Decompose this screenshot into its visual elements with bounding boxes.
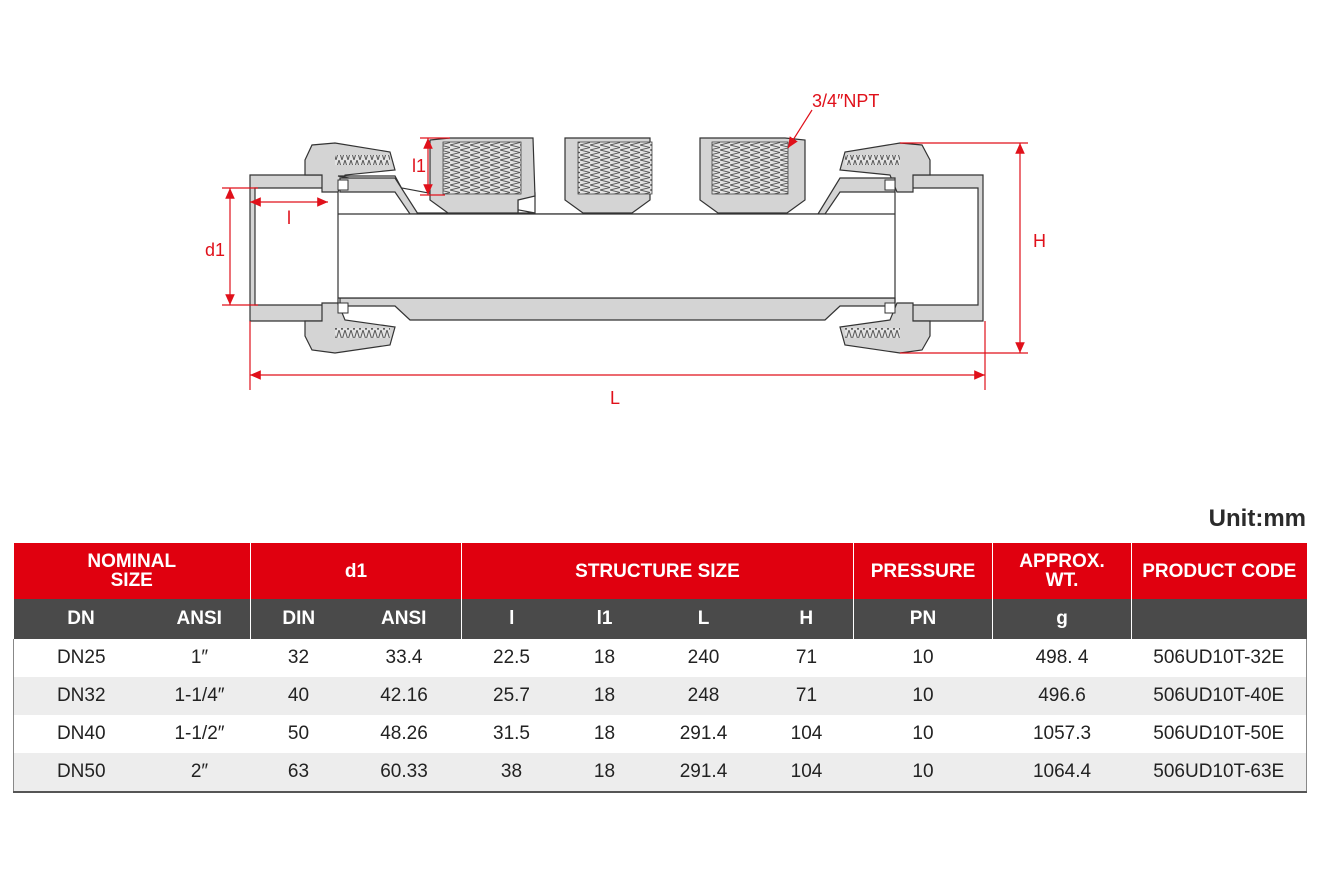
cell-H: 104 [760, 715, 854, 753]
spec-table [13, 543, 1307, 793]
cell-l1: 18 [562, 677, 648, 715]
subheader-pn: PN [854, 599, 993, 639]
cell-l: 31.5 [462, 715, 562, 753]
cell-l1: 18 [562, 753, 648, 792]
subheader-l1: l1 [562, 599, 648, 639]
cell-product-code: 506UD10T-50E [1132, 715, 1307, 753]
cell-product-code: 506UD10T-40E [1132, 677, 1307, 715]
header-structure-size: STRUCTURE SIZE [462, 543, 854, 599]
cell-pn: 10 [854, 639, 993, 677]
subheader-din: DIN [251, 599, 347, 639]
table-row [14, 639, 1307, 677]
cell-weight: 496.6 [993, 677, 1132, 715]
cell-weight: 498. 4 [993, 639, 1132, 677]
cell-L: 248 [648, 677, 760, 715]
cell-pn: 10 [854, 677, 993, 715]
cell-H: 71 [760, 677, 854, 715]
cell-d1-ansi: 60.33 [347, 753, 462, 792]
cell-pn: 10 [854, 753, 993, 792]
cell-H: 104 [760, 753, 854, 792]
cell-din: 40 [251, 677, 347, 715]
subheader-code [1132, 599, 1307, 639]
cell-L: 240 [648, 639, 760, 677]
cell-L: 291.4 [648, 753, 760, 792]
cell-l: 38 [462, 753, 562, 792]
cell-dn: DN25 [14, 639, 149, 677]
subheader-dn: DN [14, 599, 149, 639]
header-nominal-size: NOMINAL SIZE [14, 543, 251, 599]
cell-product-code: 506UD10T-63E [1132, 753, 1307, 792]
header-d1: d1 [251, 543, 462, 599]
cell-product-code: 506UD10T-32E [1132, 639, 1307, 677]
cell-l1: 18 [562, 639, 648, 677]
subheader-L: L [648, 599, 760, 639]
cell-ansi: 1-1/4″ [149, 677, 251, 715]
subheader-ansi: ANSI [149, 599, 251, 639]
subheader-g: g [993, 599, 1132, 639]
cell-weight: 1057.3 [993, 715, 1132, 753]
cell-din: 32 [251, 639, 347, 677]
cell-l1: 18 [562, 715, 648, 753]
cell-pn: 10 [854, 715, 993, 753]
l1-label: l1 [412, 156, 427, 176]
subheader-d1-ansi: ANSI [347, 599, 462, 639]
cell-dn: DN40 [14, 715, 149, 753]
table-row [14, 753, 1307, 792]
subheader-H: H [760, 599, 854, 639]
cell-l: 22.5 [462, 639, 562, 677]
L-label: L [610, 388, 621, 408]
cell-l: 25.7 [462, 677, 562, 715]
header-approx-wt: APPROX. WT. [993, 543, 1132, 599]
cell-dn: DN32 [14, 677, 149, 715]
unit-label: Unit:mm [1208, 505, 1306, 532]
cell-d1-ansi: 48.26 [347, 715, 462, 753]
cell-din: 63 [251, 753, 347, 792]
cell-L: 291.4 [648, 715, 760, 753]
table-row [14, 715, 1307, 753]
cell-din: 50 [251, 715, 347, 753]
cell-weight: 1064.4 [993, 753, 1132, 792]
subheader-l: l [462, 599, 562, 639]
cell-ansi: 1-1/2″ [149, 715, 251, 753]
l-label: l [287, 208, 291, 228]
cell-d1-ansi: 33.4 [347, 639, 462, 677]
cell-ansi: 1″ [149, 639, 251, 677]
d1-label: d1 [205, 240, 226, 260]
H-label: H [1033, 231, 1046, 251]
header-pressure: PRESSURE [854, 543, 993, 599]
npt-label: 3/4″NPT [812, 91, 880, 111]
table-row [14, 677, 1307, 715]
header-product-code: PRODUCT CODE [1132, 543, 1307, 599]
subheader-row [14, 599, 1307, 639]
cell-d1-ansi: 42.16 [347, 677, 462, 715]
cell-ansi: 2″ [149, 753, 251, 792]
cell-H: 71 [760, 639, 854, 677]
cell-dn: DN50 [14, 753, 149, 792]
